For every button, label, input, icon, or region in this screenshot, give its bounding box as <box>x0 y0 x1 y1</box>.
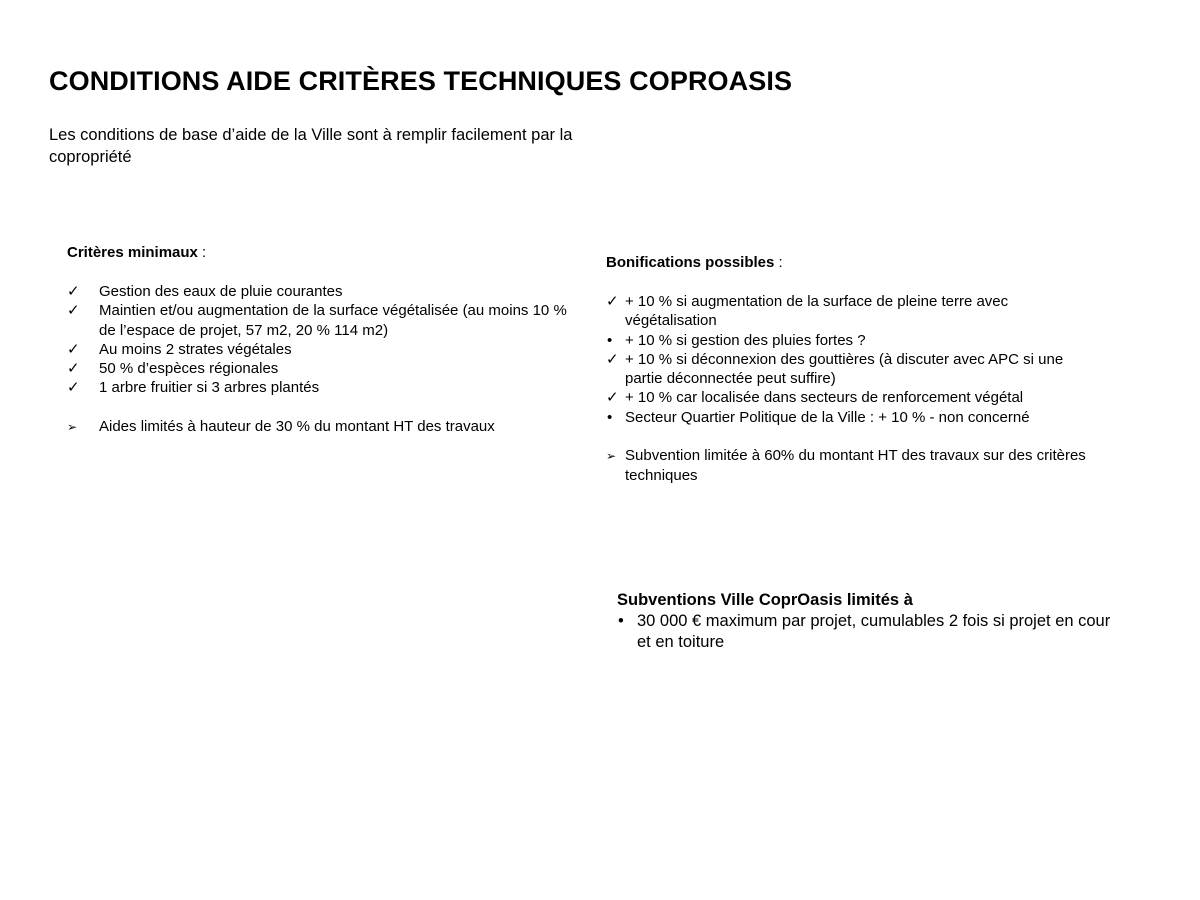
bullet-icon: • <box>618 612 624 630</box>
minimum-criteria-heading-suffix: : <box>197 244 207 261</box>
list-item <box>67 378 567 397</box>
intro-text: Les conditions de base d’aide de la Ville sont à remplir facilement par la copropriété <box>49 126 573 166</box>
list-spacer <box>67 398 567 417</box>
list-item-text: + 10 % si déconnexion des gouttières (à discuter avec APC si une partie déconnectée peut suffire) <box>625 350 1064 388</box>
list-item <box>67 359 567 378</box>
list-item-text: 50 % d’espèces régionales <box>99 360 279 378</box>
bonus-list <box>606 292 1086 485</box>
bonus-heading-label: Bonifications possibles <box>606 254 775 271</box>
check-icon: ✓ <box>606 389 619 407</box>
minimum-criteria-list <box>67 282 567 436</box>
list-item-text: 30 000 € maximum par projet, cumulables 2 fois si projet en cour et en toiture <box>637 612 1111 651</box>
aid-limit-text: Aides limités à hauteur de 30 % du montant HT des travaux <box>99 418 495 436</box>
list-item-text: Au moins 2 strates végétales <box>99 340 292 358</box>
list-item <box>606 331 1086 350</box>
list-item <box>606 408 1086 427</box>
list-item <box>67 301 567 340</box>
check-icon: ✓ <box>67 302 80 320</box>
list-item-text: + 10 % si augmentation de la surface de pleine terre avec végétalisation <box>625 293 1009 330</box>
list-item-text: Maintien et/ou augmentation de la surface végétalisée (au moins 10 % de l’espace de projet, 57 m2, 20 % 114 m2) <box>99 302 567 339</box>
list-item <box>67 340 567 359</box>
check-icon: ✓ <box>67 283 80 300</box>
summary-title: Subventions Ville CoprOasis limités à <box>617 591 913 609</box>
minimum-criteria-heading <box>67 243 206 263</box>
list-item-text: Secteur Quartier Politique de la Ville : + 10 % - non concerné <box>625 408 1030 426</box>
bullet-icon: • <box>607 408 613 426</box>
list-item-text: + 10 % si gestion des pluies fortes ? <box>625 331 866 349</box>
aid-limit-note <box>67 417 567 436</box>
list-item <box>67 282 567 301</box>
list-item-text: + 10 % car localisée dans secteurs de renforcement végétal <box>625 389 1024 407</box>
bullet-icon: • <box>607 331 613 349</box>
arrow-icon: ➢ <box>606 449 617 464</box>
subsidy-limit-text: Subvention limitée à 60% du montant HT des travaux sur des critères techniques <box>625 447 1086 484</box>
list-item <box>606 388 1086 407</box>
check-icon: ✓ <box>606 293 619 310</box>
check-icon: ✓ <box>67 340 80 358</box>
page-title: CONDITIONS AIDE CRITÈRES TECHNIQUES COPROASIS <box>49 66 793 96</box>
list-item <box>606 350 1086 389</box>
bonus-heading <box>606 253 783 273</box>
list-spacer <box>606 427 1086 446</box>
minimum-criteria-heading-label: Critères minimaux <box>67 244 198 261</box>
summary-list <box>617 611 1117 653</box>
list-item-text: 1 arbre fruitier si 3 arbres plantés <box>99 379 320 397</box>
list-item-text: Gestion des eaux de pluie courantes <box>99 283 343 300</box>
list-item <box>606 292 1086 331</box>
list-item <box>617 611 1117 653</box>
check-icon: ✓ <box>67 360 80 378</box>
subsidy-limit-note <box>606 446 1086 485</box>
arrow-icon: ➢ <box>67 420 78 435</box>
check-icon: ✓ <box>67 379 80 397</box>
check-icon: ✓ <box>606 350 619 368</box>
bonus-heading-suffix: : <box>774 254 783 271</box>
